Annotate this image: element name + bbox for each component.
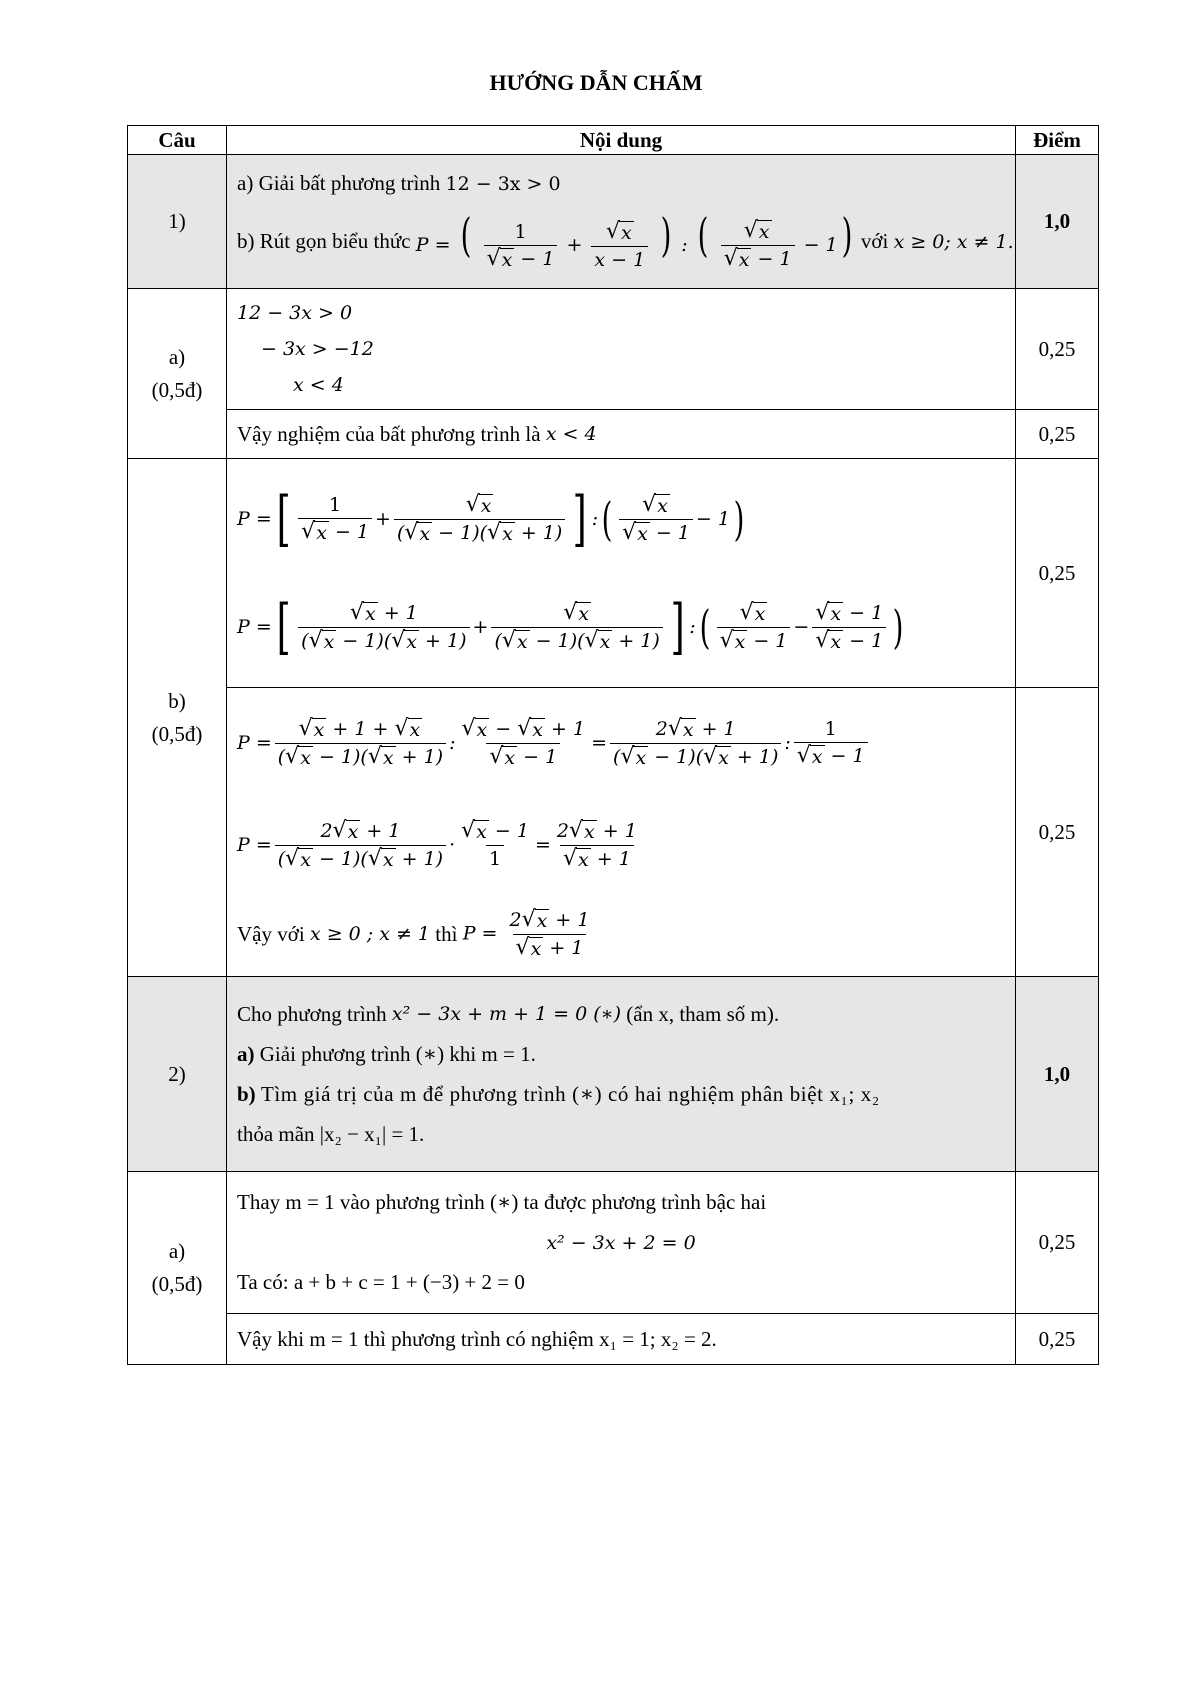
q1b-conclusion-word: thì xyxy=(435,921,458,946)
q1a-label-cell xyxy=(128,289,227,459)
q2a-label-cell xyxy=(128,1172,227,1365)
q2-part-b-text: Tìm giá trị của m để phương trình (∗) có hai nghiệm phân biệt x₁; x₂ xyxy=(260,1081,880,1106)
header-noi-dung: Nội dung xyxy=(227,126,1016,155)
q1a-step1: 12 − 3x > 0 xyxy=(237,302,353,324)
q1b-step-1 xyxy=(227,459,1016,688)
q2a-conclusion: Vậy khi m = 1 thì phương trình có nghiệm x₁ = 1; x₂ = 2. xyxy=(237,1326,717,1351)
table-header-row xyxy=(128,126,1099,155)
q1b-score2: 0,25 xyxy=(1016,688,1099,977)
q1-expression: P = ( 1 √ x − 1 + √ x x − 1 ) : ( √ x √ x − 1 − 1) xyxy=(415,207,853,272)
q1b-eq3: P = √ x + 1 + √ x ( √ x − 1)( √ x + 1) : √ x − √ x + 1 √ x − 1 = 2 √ x + 1 ( √ x − 1)( √ x + 1) : 1 √ x − 1 xyxy=(237,694,1005,792)
table-row-q1b-2 xyxy=(128,688,1099,977)
q2a-sub-label: (0,5đ) xyxy=(151,1272,203,1296)
table-row-q2a-2 xyxy=(128,1314,1099,1365)
q1b-conclusion-prefix: Vậy với xyxy=(237,921,305,946)
q1-line-a: a) Giải bất phương trình xyxy=(237,171,441,195)
q1a-sub-label: (0,5đ) xyxy=(151,377,203,402)
q1-line-a-expr: 12 − 3x > 0 xyxy=(445,172,561,195)
q2-part-b-bold: b) xyxy=(237,1081,256,1106)
q2a-line3: Ta có: a + b + c = 1 + (−3) + 2 = 0 xyxy=(237,1270,525,1294)
q2a-steps xyxy=(227,1172,1016,1314)
q1b-eq2: P = [ √ x + 1 ( √ x − 1)( √ x + 1) + √ x ( √ x − 1)( √ x + 1) ] : ( √ x √ x − 1 − √ x − 1 √ x − 1 ) xyxy=(237,592,904,662)
q1-content xyxy=(227,155,1016,289)
table-row-q1a-1 xyxy=(128,289,1099,410)
q2a-score1: 0,25 xyxy=(1016,1172,1099,1314)
table-row-q1a-2 xyxy=(128,410,1099,459)
q1b-label-cell xyxy=(128,459,227,977)
table-row-q2 xyxy=(128,977,1099,1172)
q2-label: 2) xyxy=(128,977,227,1172)
q1a-steps xyxy=(227,289,1016,410)
q2-intro-note: (ẩn x, tham số m). xyxy=(626,1001,780,1026)
q2-part-b-cont: thỏa mãn |x₂ − x₁| = 1. xyxy=(237,1121,425,1146)
q1-cond: x ≥ 0; x ≠ 1. xyxy=(893,230,1014,253)
q1a-score1: 0,25 xyxy=(1016,289,1099,410)
q2-part-a-bold: a) xyxy=(237,1041,255,1066)
q2a-line2: x² − 3x + 2 = 0 xyxy=(546,1231,696,1254)
q1b-conclusion-cond: x ≥ 0 ; x ≠ 1 xyxy=(309,923,431,945)
q1b-eq1: P = [ 1 √ x − 1 + √ x ( √ x − 1)( √ x + 1) ] : ( √ x √ x − 1 − 1 ) xyxy=(237,484,745,554)
q1-score: 1,0 xyxy=(1016,155,1099,289)
q2a-line1: Thay m = 1 vào phương trình (∗) ta được phương trình bậc hai xyxy=(237,1190,767,1214)
table-row-q2a-1 xyxy=(128,1172,1099,1314)
q2-part-a-text: Giải phương trình (∗) khi m = 1. xyxy=(259,1041,536,1066)
q2a-conclusion-cell xyxy=(227,1314,1016,1365)
q1a-conclusion-expr: x < 4 xyxy=(545,423,597,445)
q1a-conclusion-text: Vậy nghiệm của bất phương trình là xyxy=(237,421,541,446)
q1-label: 1) xyxy=(128,155,227,289)
q2-intro-text: Cho phương trình xyxy=(237,1001,387,1026)
header-cau: Câu xyxy=(128,126,227,155)
q1-line-b: b) Rút gọn biểu thức xyxy=(237,229,411,253)
q1a-step2: − 3x > −12 xyxy=(261,338,374,360)
q1a-score2: 0,25 xyxy=(1016,410,1099,459)
q1b-label: b) xyxy=(168,688,186,713)
table-row-q1b-1 xyxy=(128,459,1099,688)
q1a-conclusion-cell xyxy=(227,410,1016,459)
q1-cond-word: với xyxy=(860,229,889,253)
q2-content xyxy=(227,977,1016,1172)
q1a-step3: x < 4 xyxy=(293,374,344,396)
q1b-eq4: P = 2 √ x + 1 ( √ x − 1)( √ x + 1) · √ x − 1 1 = 2 √ x + 1 √ x + 1 xyxy=(237,817,637,871)
q2-intro-expr: x² − 3x + m + 1 = 0 (∗) xyxy=(391,1003,622,1025)
q2a-label: a) xyxy=(168,1239,186,1264)
table-row-q1 xyxy=(128,155,1099,289)
q1a-label: a) xyxy=(168,344,186,369)
page-title: HƯỚNG DẪN CHẤM xyxy=(489,70,703,95)
header-diem: Điểm xyxy=(1016,126,1099,155)
q1b-sub-label: (0,5đ) xyxy=(151,721,203,746)
q2a-score2: 0,25 xyxy=(1016,1314,1099,1365)
q1b-score1: 0,25 xyxy=(1016,459,1099,688)
q1b-step-2 xyxy=(227,688,1016,977)
grading-table xyxy=(127,125,1099,1365)
q1b-conclusion-expr: P = 2 √ x + 1 √ x + 1 xyxy=(462,906,590,960)
q2-score: 1,0 xyxy=(1016,977,1099,1172)
